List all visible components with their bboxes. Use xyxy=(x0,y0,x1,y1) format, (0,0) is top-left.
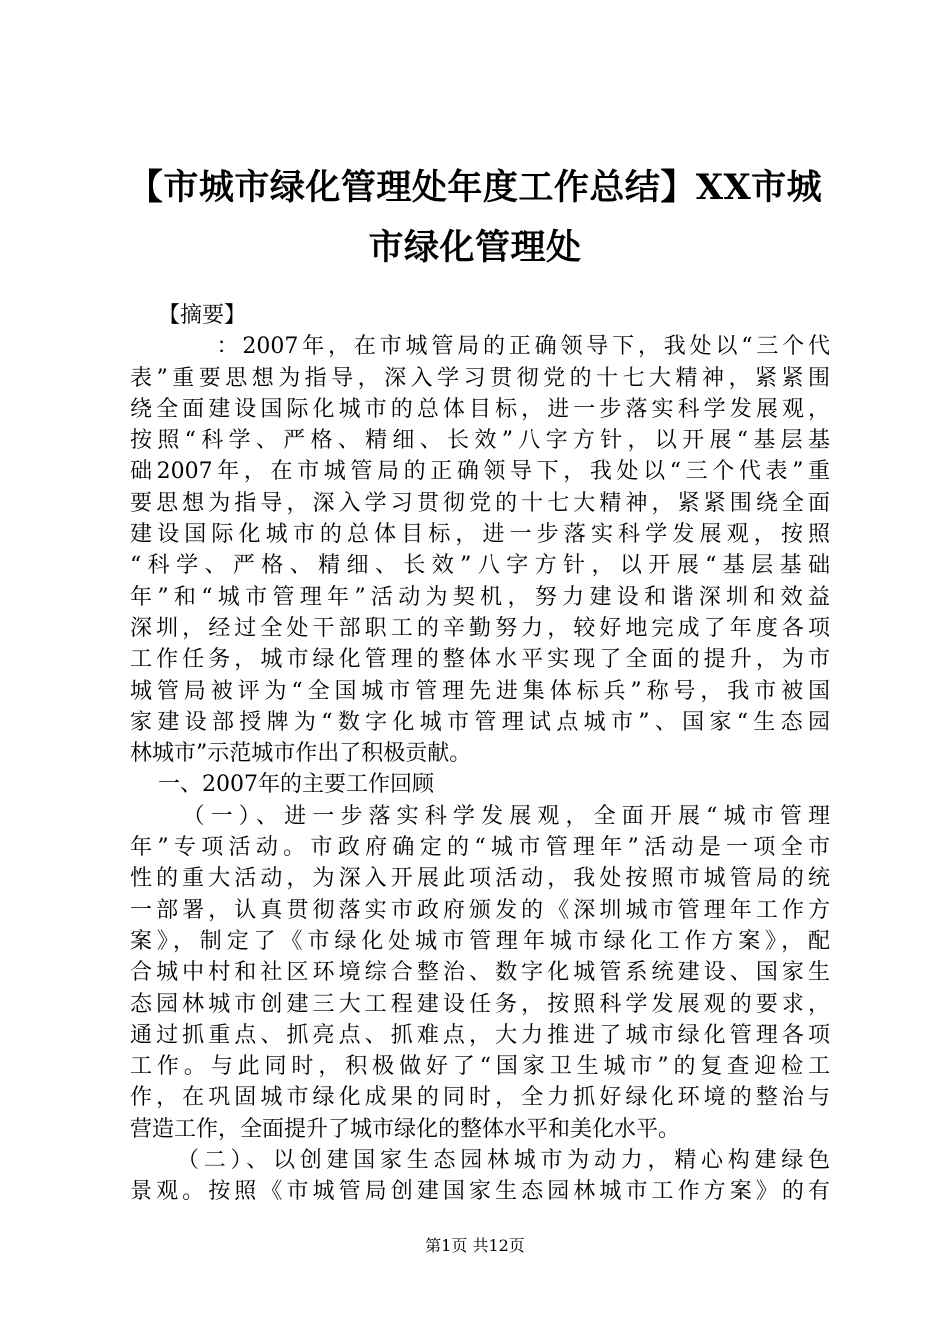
body-line: 年”和“城市管理年”活动为契机，努力建设和谐深圳和效益 xyxy=(130,584,830,610)
body-line: 年”专项活动。市政府确定的“城市管理年”活动是一项全市 xyxy=(130,835,830,861)
body-line: 深圳，经过全处干部职工的辛勤努力，较好地完成了年度各项 xyxy=(130,615,830,641)
page-footer: 第1页 共12页 xyxy=(425,1236,525,1255)
body-line: “科学、严格、精细、长效”八字方针，以开展“基层基础 xyxy=(130,553,830,579)
body-line: 合城中村和社区环境综合整治、数字化城管系统建设、国家生 xyxy=(130,960,830,986)
body-line: 按照“科学、严格、精细、长效”八字方针，以开展“基层基 xyxy=(130,428,830,454)
body-line: 家建设部授牌为“数字化城市管理试点城市”、国家“生态园 xyxy=(130,709,830,735)
body-line: 建设国际化城市的总体目标，进一步落实科学发展观，按照 xyxy=(130,522,830,548)
section-heading: 一、2007年的主要工作回顾 xyxy=(130,772,434,798)
body-line: 表”重要思想为指导，深入学习贯彻党的十七大精神，紧紧围 xyxy=(130,365,830,391)
body-line: ：2007年，在市城管局的正确领导下，我处以“三个代 xyxy=(130,334,830,360)
body-line: 景观。按照《市城管局创建国家生态园林城市工作方案》的有 xyxy=(130,1179,830,1205)
body-line: 营造工作，全面提升了城市绿化的整体水平和美化水平。 xyxy=(130,1116,681,1142)
body-line: 作，在巩固城市绿化成果的同时，全力抓好绿化环境的整治与 xyxy=(130,1085,830,1111)
body-line: 性的重大活动，为深入开展此项活动，我处按照市城管局的统 xyxy=(130,866,830,892)
body-line: 要思想为指导，深入学习贯彻党的十七大精神，紧紧围绕全面 xyxy=(130,490,830,516)
body-line: 础2007年，在市城管局的正确领导下，我处以“三个代表”重 xyxy=(130,459,830,485)
body-line: 【摘要】 xyxy=(130,303,246,328)
body-line: 林城市”示范城市作出了积极贡献。 xyxy=(130,741,472,767)
body-line: 工作任务，城市绿化管理的整体水平实现了全面的提升，为市 xyxy=(130,647,830,673)
body-line: 绕全面建设国际化城市的总体目标，进一步落实科学发展观， xyxy=(130,396,830,422)
document-title xyxy=(100,158,850,278)
body-line: （二）、以创建国家生态园林城市为动力，精心构建绿色 xyxy=(130,1148,830,1174)
document-body xyxy=(130,300,830,1208)
body-line: 案》，制定了《市绿化处城市管理年城市绿化工作方案》，配 xyxy=(130,928,830,954)
body-line: 态园林城市创建三大工程建设任务，按照科学发展观的要求， xyxy=(130,991,830,1017)
body-line: （一）、进一步落实科学发展观，全面开展“城市管理 xyxy=(130,803,830,829)
title-line-1: 【市城市绿化管理处年度工作总结】XX市城 xyxy=(127,167,823,208)
body-line: 城管局被评为“全国城市管理先进集体标兵”称号，我市被国 xyxy=(130,678,830,704)
title-line-2: 市绿化管理处 xyxy=(368,227,582,268)
body-line: 一部署，认真贯彻落实市政府颁发的《深圳城市管理年工作方 xyxy=(130,897,830,923)
body-line: 通过抓重点、抓亮点、抓难点，大力推进了城市绿化管理各项 xyxy=(130,1022,830,1048)
body-line: 工作。与此同时，积极做好了“国家卫生城市”的复查迎检工 xyxy=(130,1054,830,1080)
